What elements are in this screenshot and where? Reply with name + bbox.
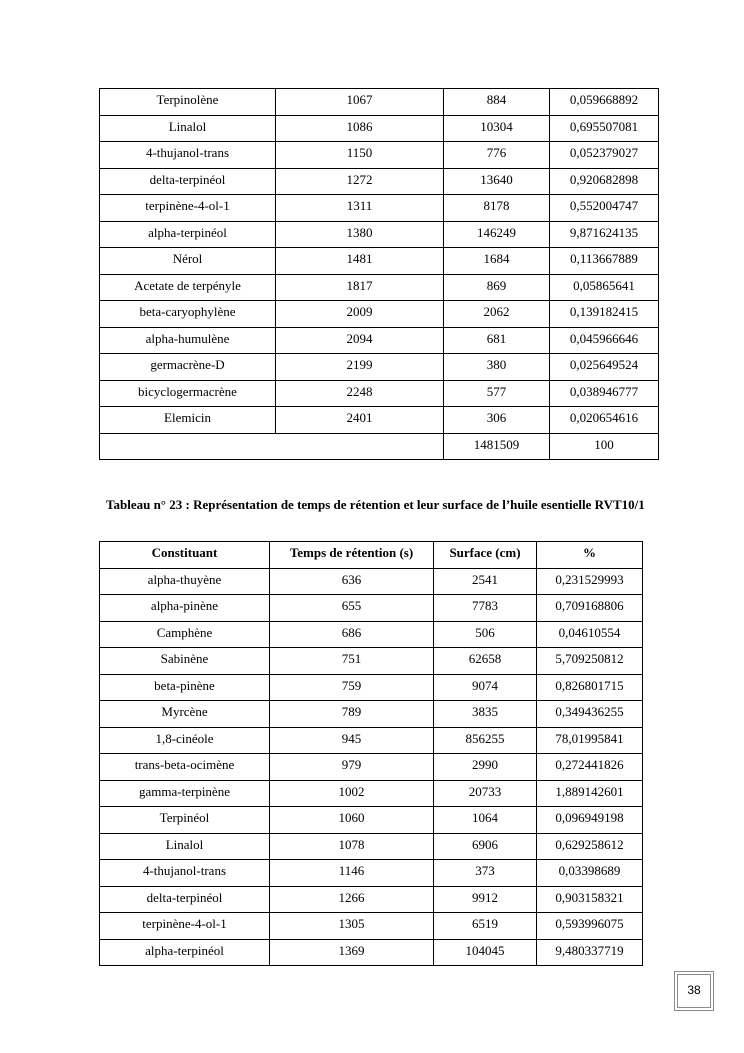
composition-table-rvt10-1 — [99, 541, 643, 966]
table-row — [100, 380, 659, 407]
constituent-cell: delta-terpinéol — [100, 168, 276, 195]
percent-cell: 78,01995841 — [537, 727, 643, 754]
constituent-cell: trans-beta-ocimène — [100, 754, 270, 781]
total-row — [100, 433, 659, 460]
percent-cell: 0,629258612 — [537, 833, 643, 860]
surface-cell: 104045 — [434, 939, 537, 966]
table-caption: Tableau n° 23 : Représentation de temps de rétention et leur surface de l’huile esentielle RVT10/1 — [106, 497, 645, 512]
total-surface-cell: 1481509 — [444, 433, 550, 460]
percent-cell: 0,059668892 — [550, 89, 659, 116]
percent-cell: 9,871624135 — [550, 221, 659, 248]
constituent-cell: 4-thujanol-trans — [100, 860, 270, 887]
retention-time-cell: 2248 — [276, 380, 444, 407]
surface-cell: 776 — [444, 142, 550, 169]
table-row — [100, 89, 659, 116]
table-row — [100, 886, 643, 913]
surface-cell: 506 — [434, 621, 537, 648]
table-row — [100, 568, 643, 595]
surface-cell: 7783 — [434, 595, 537, 622]
surface-cell: 2062 — [444, 301, 550, 328]
table-row — [100, 621, 643, 648]
table-row — [100, 327, 659, 354]
constituent-cell: gamma-terpinène — [100, 780, 270, 807]
retention-time-cell: 1078 — [270, 833, 434, 860]
table2-header — [100, 542, 643, 569]
table-row — [100, 780, 643, 807]
surface-cell: 6906 — [434, 833, 537, 860]
retention-time-cell: 1311 — [276, 195, 444, 222]
table-row — [100, 248, 659, 275]
table-row — [100, 754, 643, 781]
total-percent-cell: 100 — [550, 433, 659, 460]
constituent-cell: Camphène — [100, 621, 270, 648]
retention-time-cell: 655 — [270, 595, 434, 622]
table-row — [100, 701, 643, 728]
retention-time-cell: 1369 — [270, 939, 434, 966]
retention-time-cell: 2401 — [276, 407, 444, 434]
constituent-cell: Terpinéol — [100, 807, 270, 834]
surface-cell: 9912 — [434, 886, 537, 913]
retention-time-cell: 1086 — [276, 115, 444, 142]
constituent-cell: bicyclogermacrène — [100, 380, 276, 407]
percent-cell: 0,052379027 — [550, 142, 659, 169]
table1-body — [100, 89, 659, 460]
surface-cell: 8178 — [444, 195, 550, 222]
retention-time-cell: 1150 — [276, 142, 444, 169]
surface-cell: 2990 — [434, 754, 537, 781]
surface-cell: 146249 — [444, 221, 550, 248]
constituent-cell: alpha-terpinéol — [100, 939, 270, 966]
retention-time-cell: 1305 — [270, 913, 434, 940]
constituent-cell: germacrène-D — [100, 354, 276, 381]
constituent-cell: alpha-humulène — [100, 327, 276, 354]
retention-time-cell: 1067 — [276, 89, 444, 116]
header-row — [100, 542, 643, 569]
percent-cell: 1,889142601 — [537, 780, 643, 807]
retention-time-cell: 2199 — [276, 354, 444, 381]
retention-time-cell: 751 — [270, 648, 434, 675]
percent-cell: 0,038946777 — [550, 380, 659, 407]
surface-cell: 20733 — [434, 780, 537, 807]
composition-table-continued — [99, 88, 659, 460]
retention-time-cell: 789 — [270, 701, 434, 728]
table-row — [100, 301, 659, 328]
constituent-cell: Terpinolène — [100, 89, 276, 116]
percent-cell: 0,695507081 — [550, 115, 659, 142]
surface-cell: 306 — [444, 407, 550, 434]
table-row — [100, 115, 659, 142]
constituent-cell: Myrcène — [100, 701, 270, 728]
header-retention-time: Temps de rétention (s) — [270, 542, 434, 569]
header-percent: % — [537, 542, 643, 569]
percent-cell: 0,709168806 — [537, 595, 643, 622]
table-row — [100, 274, 659, 301]
table2-body — [100, 568, 643, 966]
constituent-cell: Acetate de terpényle — [100, 274, 276, 301]
surface-cell: 9074 — [434, 674, 537, 701]
constituent-cell: Elemicin — [100, 407, 276, 434]
percent-cell: 0,096949198 — [537, 807, 643, 834]
percent-cell: 0,920682898 — [550, 168, 659, 195]
retention-time-cell: 759 — [270, 674, 434, 701]
constituent-cell: Nérol — [100, 248, 276, 275]
constituent-cell: terpinène-4-ol-1 — [100, 195, 276, 222]
percent-cell: 0,139182415 — [550, 301, 659, 328]
constituent-cell: delta-terpinéol — [100, 886, 270, 913]
surface-cell: 10304 — [444, 115, 550, 142]
table-row — [100, 407, 659, 434]
retention-time-cell: 1146 — [270, 860, 434, 887]
surface-cell: 577 — [444, 380, 550, 407]
table-row — [100, 648, 643, 675]
retention-time-cell: 1266 — [270, 886, 434, 913]
surface-cell: 62658 — [434, 648, 537, 675]
constituent-cell: Linalol — [100, 115, 276, 142]
percent-cell: 0,349436255 — [537, 701, 643, 728]
retention-time-cell: 1002 — [270, 780, 434, 807]
table-row — [100, 939, 643, 966]
table-row — [100, 595, 643, 622]
table-row — [100, 860, 643, 887]
total-empty-cell — [100, 433, 444, 460]
retention-time-cell: 1817 — [276, 274, 444, 301]
header-constituent: Constituant — [100, 542, 270, 569]
table-row — [100, 142, 659, 169]
surface-cell: 373 — [434, 860, 537, 887]
percent-cell: 0,272441826 — [537, 754, 643, 781]
percent-cell: 0,231529993 — [537, 568, 643, 595]
surface-cell: 1684 — [444, 248, 550, 275]
constituent-cell: alpha-thuyène — [100, 568, 270, 595]
percent-cell: 0,113667889 — [550, 248, 659, 275]
surface-cell: 3835 — [434, 701, 537, 728]
surface-cell: 856255 — [434, 727, 537, 754]
table-row — [100, 168, 659, 195]
page-number: 38 — [687, 983, 701, 997]
constituent-cell: beta-caryophylène — [100, 301, 276, 328]
surface-cell: 869 — [444, 274, 550, 301]
percent-cell: 0,025649524 — [550, 354, 659, 381]
table-row — [100, 195, 659, 222]
table-row — [100, 913, 643, 940]
surface-cell: 884 — [444, 89, 550, 116]
percent-cell: 0,552004747 — [550, 195, 659, 222]
retention-time-cell: 2009 — [276, 301, 444, 328]
constituent-cell: 4-thujanol-trans — [100, 142, 276, 169]
percent-cell: 0,04610554 — [537, 621, 643, 648]
retention-time-cell: 2094 — [276, 327, 444, 354]
retention-time-cell: 979 — [270, 754, 434, 781]
retention-time-cell: 945 — [270, 727, 434, 754]
percent-cell: 0,03398689 — [537, 860, 643, 887]
percent-cell: 0,045966646 — [550, 327, 659, 354]
constituent-cell: terpinène-4-ol-1 — [100, 913, 270, 940]
table-row — [100, 674, 643, 701]
constituent-cell: Sabinène — [100, 648, 270, 675]
percent-cell: 0,593996075 — [537, 913, 643, 940]
retention-time-cell: 636 — [270, 568, 434, 595]
table-row — [100, 833, 643, 860]
percent-cell: 0,05865641 — [550, 274, 659, 301]
percent-cell: 5,709250812 — [537, 648, 643, 675]
table-row — [100, 807, 643, 834]
surface-cell: 380 — [444, 354, 550, 381]
constituent-cell: 1,8-cinéole — [100, 727, 270, 754]
page-number-badge — [674, 971, 714, 1011]
constituent-cell: Linalol — [100, 833, 270, 860]
surface-cell: 2541 — [434, 568, 537, 595]
constituent-cell: alpha-pinène — [100, 595, 270, 622]
retention-time-cell: 686 — [270, 621, 434, 648]
surface-cell: 1064 — [434, 807, 537, 834]
header-surface: Surface (cm) — [434, 542, 537, 569]
table-row — [100, 727, 643, 754]
retention-time-cell: 1380 — [276, 221, 444, 248]
constituent-cell: alpha-terpinéol — [100, 221, 276, 248]
surface-cell: 681 — [444, 327, 550, 354]
percent-cell: 0,903158321 — [537, 886, 643, 913]
retention-time-cell: 1481 — [276, 248, 444, 275]
constituent-cell: beta-pinène — [100, 674, 270, 701]
table-row — [100, 221, 659, 248]
percent-cell: 0,826801715 — [537, 674, 643, 701]
percent-cell: 0,020654616 — [550, 407, 659, 434]
retention-time-cell: 1272 — [276, 168, 444, 195]
table-row — [100, 354, 659, 381]
surface-cell: 13640 — [444, 168, 550, 195]
surface-cell: 6519 — [434, 913, 537, 940]
percent-cell: 9,480337719 — [537, 939, 643, 966]
retention-time-cell: 1060 — [270, 807, 434, 834]
